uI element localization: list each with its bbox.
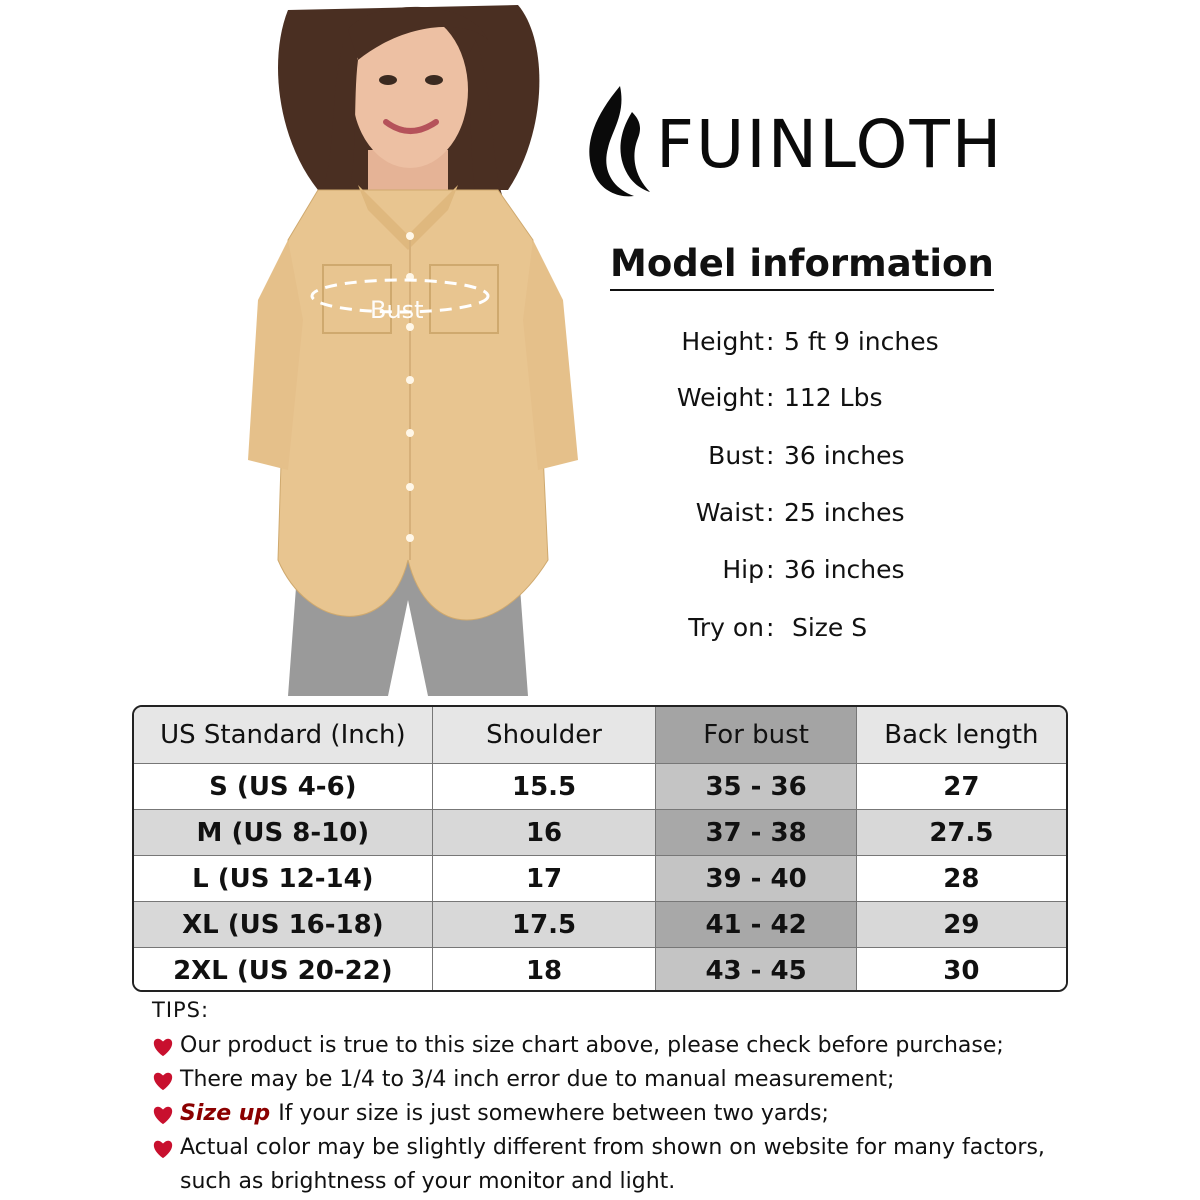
- size-cell: M (US 8-10): [134, 810, 432, 856]
- model-weight-row: [640, 378, 980, 418]
- tip-item: [152, 1030, 1052, 1062]
- back-length-cell: 27: [856, 764, 1066, 810]
- separator-colon: :: [766, 383, 775, 412]
- back-length-cell: 28: [856, 856, 1066, 902]
- bust-label: Bust: [370, 296, 424, 324]
- shoulder-cell: 18: [432, 948, 656, 993]
- brand-name: FUINLOTH: [656, 106, 1004, 183]
- model-row-label: Waist: [695, 498, 764, 527]
- heart-icon: [152, 1037, 174, 1057]
- separator-colon: :: [766, 555, 775, 584]
- size-chart-table: [132, 705, 1068, 992]
- model-row-value: 5 ft 9 inches: [784, 327, 939, 356]
- tip-text: Actual color may be slightly different from shown on website for many factors,: [180, 1135, 1045, 1160]
- model-row-value: 36 inches: [784, 555, 905, 584]
- size-cell: L (US 12-14): [134, 856, 432, 902]
- separator-colon: :: [766, 327, 775, 356]
- table-row: [134, 856, 1066, 902]
- model-hip-row: [640, 550, 980, 590]
- model-bust-row: [640, 436, 980, 476]
- table-row: [134, 764, 1066, 810]
- bust-cell: 39 - 40: [656, 856, 856, 902]
- shoulder-cell: 15.5: [432, 764, 656, 810]
- table-row: [134, 948, 1066, 993]
- tip-text: There may be 1/4 to 3/4 inch error due to manual measurement;: [180, 1067, 895, 1092]
- column-header-shoulder: Shoulder: [432, 707, 656, 764]
- column-header-bust: For bust: [656, 707, 856, 764]
- shoulder-cell: 16: [432, 810, 656, 856]
- bust-cell: 41 - 42: [656, 902, 856, 948]
- model-info-title: Model information: [610, 244, 994, 291]
- model-photo: [248, 0, 578, 696]
- size-cell: S (US 4-6): [134, 764, 432, 810]
- bust-cell: 37 - 38: [656, 810, 856, 856]
- table-header-row: [134, 707, 1066, 764]
- model-waist-row: [640, 493, 980, 533]
- size-cell: XL (US 16-18): [134, 902, 432, 948]
- model-row-label: Bust: [708, 441, 764, 470]
- model-row-label: Hip: [722, 555, 764, 584]
- tip-text: If your size is just somewhere between two yards;: [278, 1101, 829, 1126]
- model-row-value: 25 inches: [784, 498, 905, 527]
- back-length-cell: 27.5: [856, 810, 1066, 856]
- heart-icon: [152, 1105, 174, 1125]
- size-up-emphasis: Size up: [180, 1101, 271, 1126]
- tip-item: [152, 1132, 1052, 1164]
- tip-item: [152, 1064, 1052, 1096]
- table-row: [134, 810, 1066, 856]
- model-row-value: 36 inches: [784, 441, 905, 470]
- model-row-label: Try on: [688, 613, 764, 642]
- tip-text: Our product is true to this size chart above, please check before purchase;: [180, 1033, 1004, 1058]
- model-row-label: Height: [681, 327, 764, 356]
- model-row-value: Size S: [784, 613, 868, 642]
- tips-heading: TIPS:: [152, 998, 210, 1022]
- back-length-cell: 29: [856, 902, 1066, 948]
- heart-icon: [152, 1071, 174, 1091]
- shoulder-cell: 17.5: [432, 902, 656, 948]
- heart-icon: [152, 1139, 174, 1159]
- back-length-cell: 30: [856, 948, 1066, 993]
- separator-colon: :: [766, 441, 775, 470]
- model-height-row: [640, 322, 980, 362]
- brand-logo: [572, 82, 1012, 202]
- tip-item: [152, 1098, 1052, 1130]
- separator-colon: :: [766, 498, 775, 527]
- bust-cell: 43 - 45: [656, 948, 856, 993]
- model-row-label: Weight: [676, 383, 764, 412]
- table-row: [134, 902, 1066, 948]
- size-cell: 2XL (US 20-22): [134, 948, 432, 993]
- flame-logo-icon: [572, 82, 652, 202]
- shoulder-cell: 17: [432, 856, 656, 902]
- bust-cell: 35 - 36: [656, 764, 856, 810]
- column-header-us-standard: US Standard (Inch): [134, 707, 432, 764]
- model-tryon-row: [640, 608, 980, 648]
- model-row-value: 112 Lbs: [784, 383, 883, 412]
- tip-text-continued: such as brightness of your monitor and light.: [180, 1169, 676, 1194]
- column-header-back-length: Back length: [856, 707, 1066, 764]
- tip-text-size-up: [180, 1098, 829, 1130]
- separator-colon: :: [766, 613, 775, 642]
